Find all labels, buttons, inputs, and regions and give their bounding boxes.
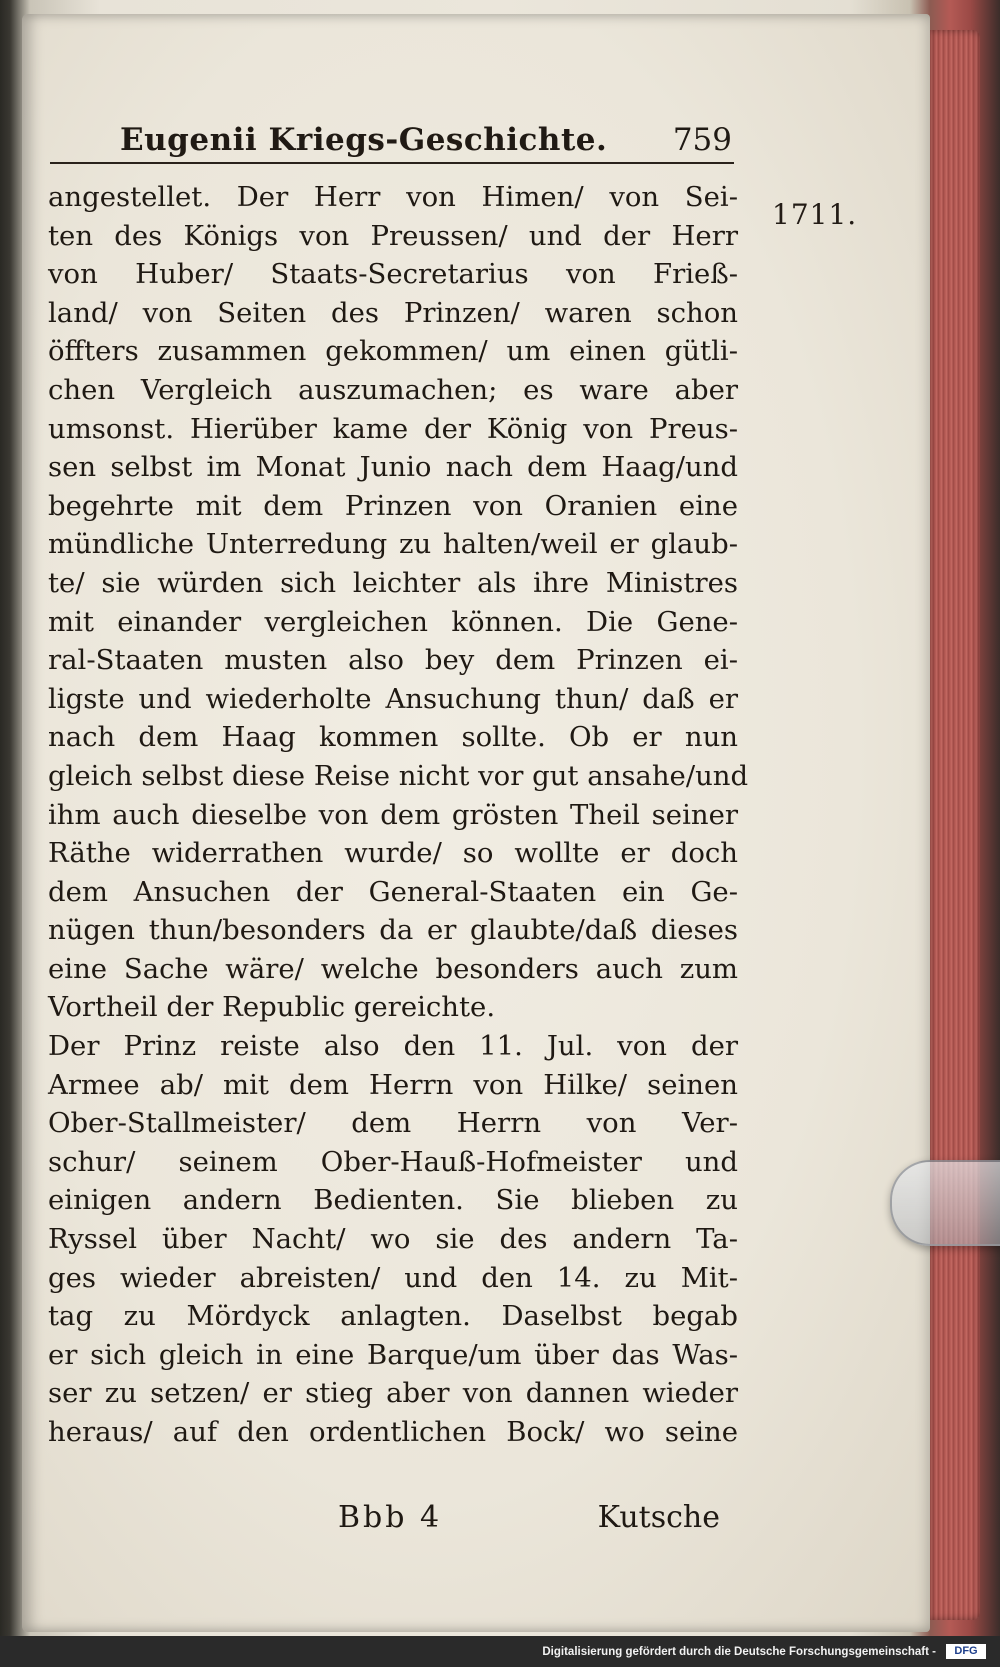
catchword: Kutsche — [597, 1500, 720, 1535]
text-line: Ryssel über Nacht/ wo sie des andern Ta- — [48, 1223, 738, 1256]
text-line: er sich gleich in eine Barque/um über das Was- — [48, 1338, 738, 1371]
margin-year-note: 1711. — [772, 198, 858, 231]
text-line: chen Vergleich auszumachen; es ware aber — [48, 373, 738, 406]
text-line: ral-Staaten musten also bey dem Prinzen ei- — [48, 644, 738, 677]
text-line: Vortheil der Republic gereichte. — [48, 991, 496, 1024]
text-line: ten des Königs von Preussen/ und der Herr — [48, 219, 738, 252]
signature-line — [48, 1500, 738, 1544]
text-line: ihm auch dieselbe von dem grösten Theil seiner — [48, 798, 738, 831]
text-line: Der Prinz reiste also den 11. Jul. von der — [48, 1030, 738, 1063]
funding-notice: Digitalisierung gefördert durch die Deutsche Forschungsgemeinschaft - — [542, 1646, 936, 1658]
text-line: einigen andern Bedienten. Sie blieben zu — [48, 1184, 738, 1217]
signature-mark: Bbb 4 — [338, 1500, 443, 1535]
text-line: ges wieder abreisten/ und den 14. zu Mit- — [48, 1261, 738, 1294]
text-line: umsonst. Hierüber kame der König von Preus- — [48, 412, 738, 445]
text-line: nach dem Haag kommen sollte. Ob er nun — [48, 721, 738, 754]
text-line: dem Ansuchen der General-Staaten ein Ge- — [48, 875, 738, 908]
page-number: 759 — [672, 122, 732, 158]
text-line: ligste und wiederholte Ansuchung thun/ daß er — [48, 682, 738, 715]
text-line: sen selbst im Monat Junio nach dem Haag/und — [48, 451, 738, 484]
text-line: Armee ab/ mit dem Herrn von Hilke/ seinen — [48, 1068, 738, 1101]
text-line: nügen thun/besonders da er glaubte/daß dieses — [48, 914, 738, 947]
text-line: ser zu setzen/ er stieg aber von dannen wieder — [48, 1377, 738, 1410]
text-line: heraus/ auf den ordentlichen Bock/ wo seine — [48, 1416, 738, 1448]
text-line: angestellet. Der Herr von Himen/ von Sei- — [48, 181, 738, 213]
text-line: eine Sache wäre/ welche besonders auch zum — [48, 952, 738, 985]
text-line: schur/ seinem Ober-Hauß-Hofmeister und — [48, 1145, 738, 1178]
text-line: von Huber/ Staats-Secretarius von Frieß- — [48, 258, 738, 291]
text-line: begehrte mit dem Prinzen von Oranien eine — [48, 489, 738, 522]
running-title: Eugenii Kriegs-Geschichte. — [120, 122, 608, 158]
text-line: Räthe widerrathen wurde/ so wollte er doch — [48, 837, 738, 870]
header-rule — [50, 162, 734, 164]
page-clip — [890, 1160, 1000, 1246]
book-page-edges — [930, 30, 980, 1620]
text-line: land/ von Seiten des Prinzen/ waren schon — [48, 296, 738, 329]
body-text — [48, 178, 749, 1452]
text-line: te/ sie würden sich leichter als ihre Ministres — [48, 566, 738, 599]
text-line: tag zu Mördyck anlagten. Daselbst begab — [48, 1300, 738, 1333]
text-line: öffters zusammen gekommen/ um einen gütli- — [48, 335, 738, 368]
page-header — [120, 118, 732, 168]
text-line: Ober-Stallmeister/ dem Herrn von Ver- — [48, 1107, 738, 1140]
text-line: mit einander vergleichen können. Die Gene- — [48, 605, 738, 638]
text-line: mündliche Unterredung zu halten/weil er glaub- — [48, 528, 738, 561]
text-line: gleich selbst diese Reise nicht vor gut ansahe/und — [48, 759, 749, 792]
dfg-logo: DFG — [946, 1644, 986, 1659]
